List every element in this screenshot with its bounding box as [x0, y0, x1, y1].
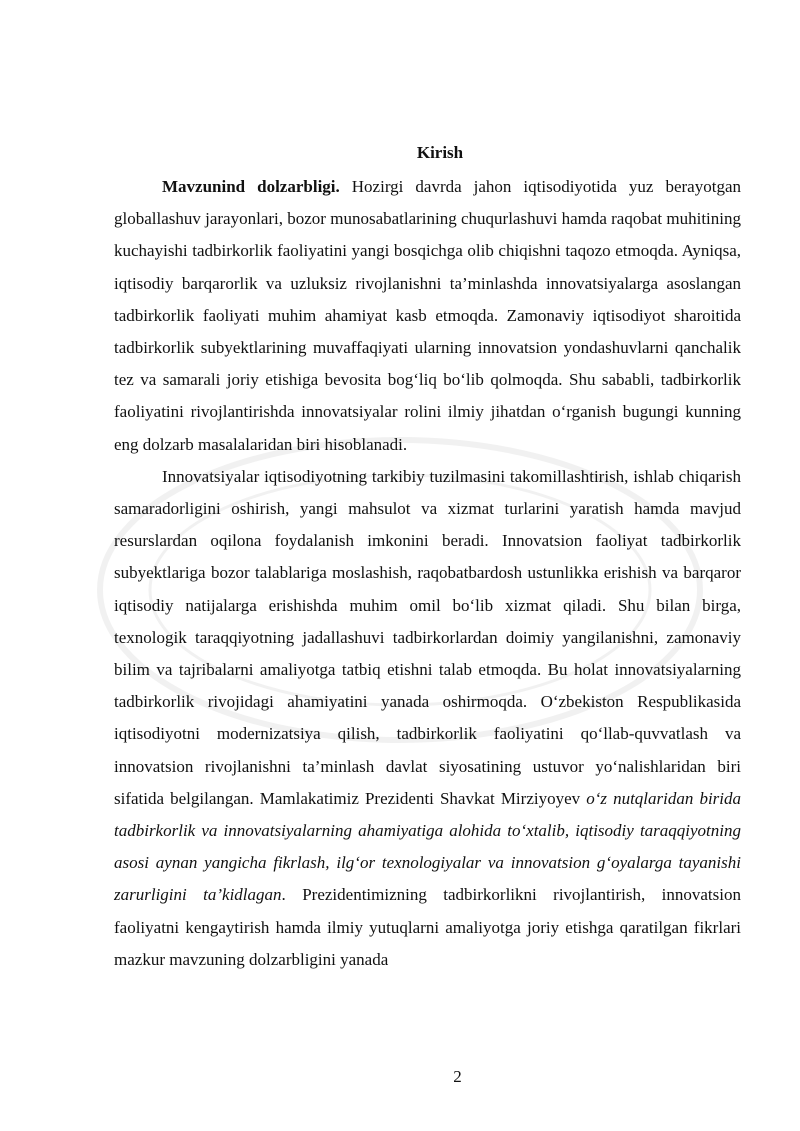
paragraph-text-end: . Prezidentimizning tadbirkorlikni rivojlantirish, innovatsion faoliyatni kengaytirish hamda ilmiy yutuqlarni amaliyotga joriy etishga qaratilgan fikrlari mazkur mavzuning dolzarbligini yanada — [114, 885, 741, 969]
paragraph-quote: o‘z nutqlaridan birida tadbirkorlik va innovatsiyalarning ahamiyatiga alohida to‘xtalib, iqtisodiy taraqqiyotning asosi aynan yangicha fikrlash, ilg‘or texnologiyalar va innovatsion g‘oyalarga tayanishi zarurligini ta’kidlagan — [114, 788, 742, 905]
paragraph-relevance — [114, 171, 741, 461]
page-number: 2 — [453, 1067, 462, 1086]
section-heading — [40, 143, 800, 163]
paragraph-innovation — [114, 461, 741, 976]
heading-text: Kirish — [416, 143, 464, 162]
body-text — [114, 171, 741, 976]
paragraph-lead: Mavzunind dolzarbligi. — [162, 177, 340, 196]
paragraph-text-start: Innovatsiyalar iqtisodiyotning tarkibiy tuzilmasini takomillashtirish, ishlab chiqarish samaradorligini oshirish, yangi mahsulot va xizmat turlarini yaratish hamda mavjud resurslardan oqilona foydalanish imkonini beradi. Innovatsion faoliyat tadbirkorlik subyektlariga bozor talablariga moslashish, raqobatbardosh ustunlikka erishish va barqaror iqtisodiy natijalarga erishishda muhim omil bo‘lib xizmat qiladi. Shu bilan birga, texnologik taraqqiyotning jadallashuvi tadbirkorlardan doimiy yangilanishni, zamonaviy bilim va tajribalarni amaliyotga tatbiq etishni talab etmoqda. Bu holat innovatsiyalarning tadbirkorlik rivojidagi ahamiyatini yanada oshirmoqda. O‘zbekiston Respublikasida iqtisodiyotni modernizatsiya qilish, tadbirkorlik faoliyatini qo‘llab-quvvatlash va innovatsion rivojlanishni ta’minlash davlat siyosatining ustuvor yo‘nalishlaridan biri sifatida belgilangan. Mamlakatimiz Prezidenti Shavkat Mirziyoyev — [114, 466, 741, 808]
paragraph-text: Hozirgi davrda jahon iqtisodiyotida yuz berayotgan globallashuv jarayonlari, bozor munosabatlarining chuqurlashuvi hamda raqobat muhitining kuchayishi tadbirkorlik faoliyatini yangi bosqichga olib chiqishni taqozo etmoqda. Ayniqsa, iqtisodiy barqarorlik va uzluksiz rivojlanishni ta’minlashda innovatsiyalarga asoslangan tadbirkorlik faoliyati muhim ahamiyat kasb etmoqda. Zamonaviy iqtisodiyot sharoitida tadbirkorlik subyektlarining muvaffaqiyati ularning innovatsion yondashuvlarni qanchalik tez va samarali joriy etishiga bevosita bog‘liq bo‘lib qolmoqda. Shu sababli, tadbirkorlik faoliyatini rivojlantirishda innovatsiyalar rolini ilmiy jihatdan o‘rganish bugungi kunning eng dolzarb masalalaridan biri hisoblanadi. — [114, 177, 741, 454]
